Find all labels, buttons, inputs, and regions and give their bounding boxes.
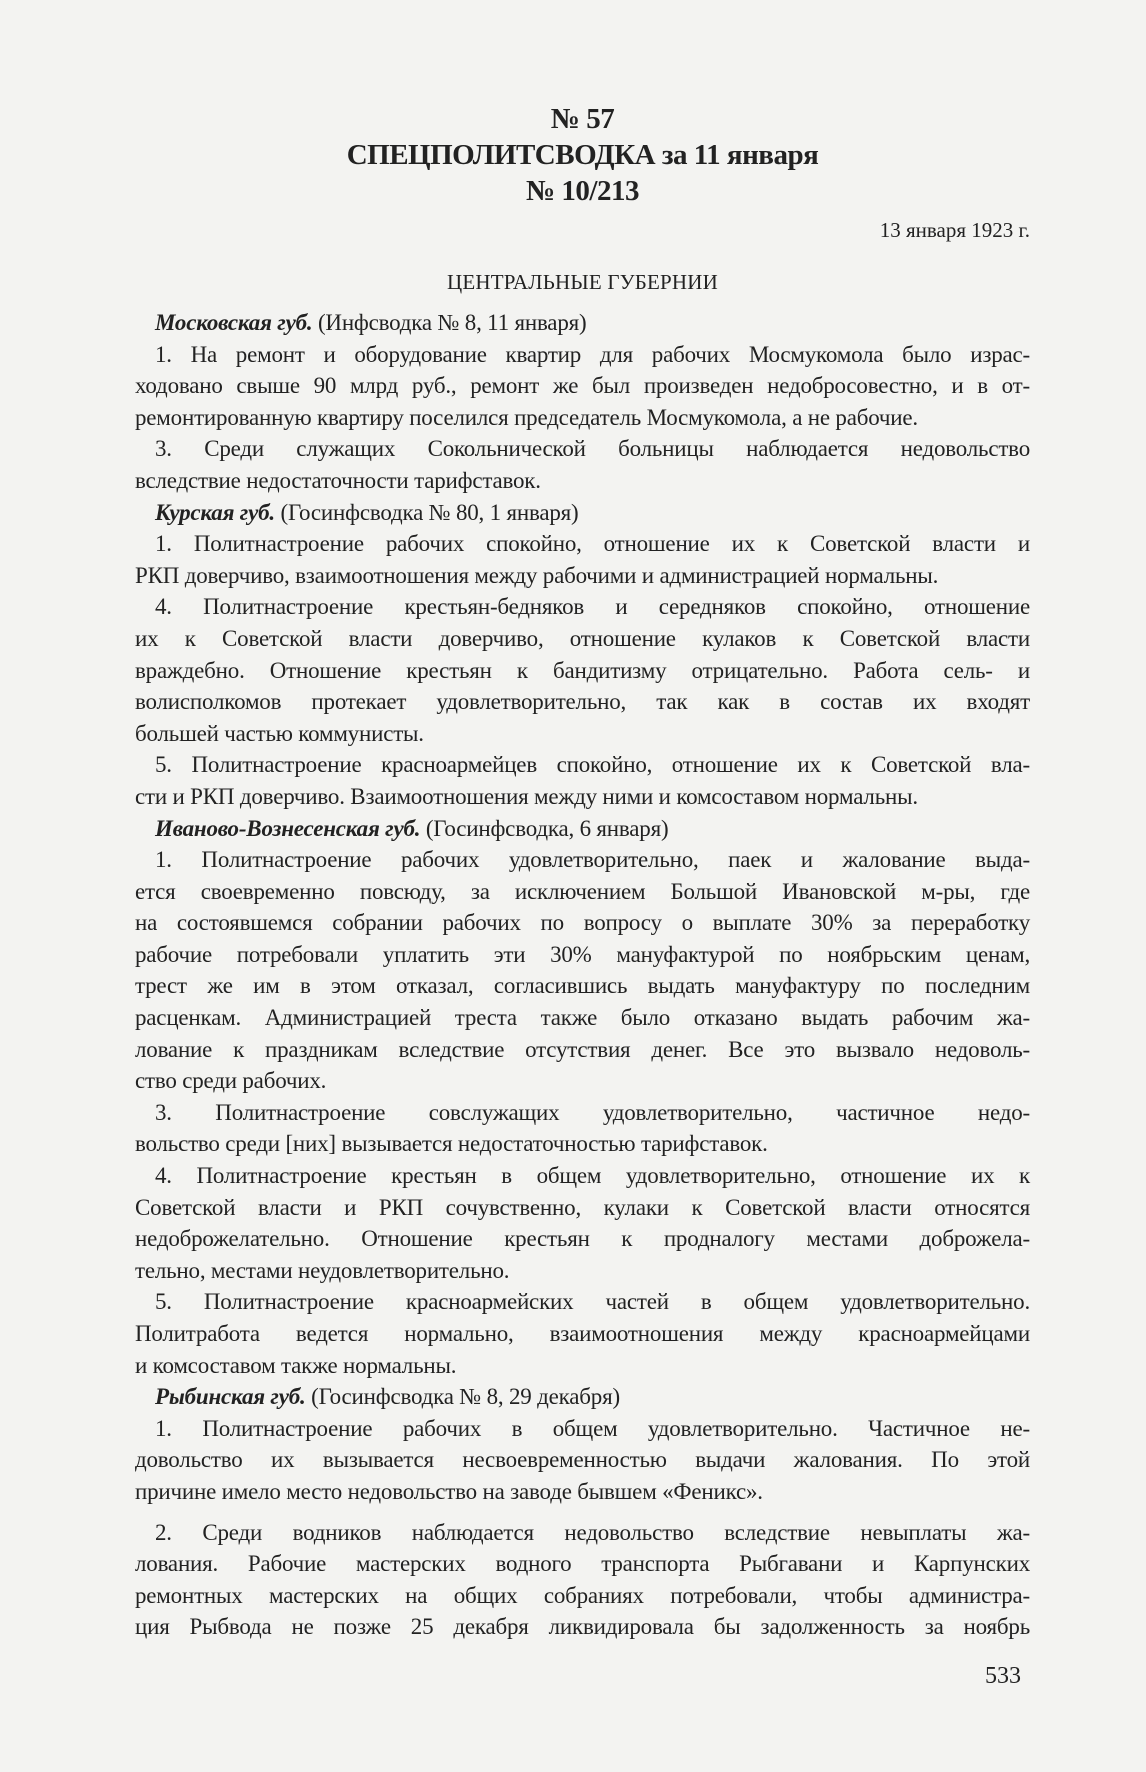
text-line — [135, 876, 1030, 908]
line-text: сти и РКП доверчиво. Взаимоотношения между ними и комсоставом нормальны. — [135, 783, 918, 809]
line-text: 5. Политнастроение красноармейцев спокойно, отношение их к Советской вла- — [155, 752, 1030, 778]
text-line — [135, 1350, 1030, 1382]
line-text: вольство среди [них] вызывается недостаточностью тарифставок. — [135, 1131, 768, 1157]
line-text: вследствие недостаточности тарифставок. — [135, 467, 541, 493]
line-text: Советской власти и РКП сочувственно, кулаки к Советской власти относятся — [135, 1194, 1030, 1220]
line-text: трест же им в этом отказал, согласившись выдать мануфактуру по последним — [135, 973, 1030, 999]
text-line — [135, 1160, 1030, 1192]
text-line — [135, 1548, 1030, 1580]
text-line — [135, 1318, 1030, 1350]
line-text: волисполкомов протекает удовлетворительно, так как в состав их входят — [135, 689, 1030, 715]
line-text: ремонтированную квартиру поселился председатель Мосмукомола, а не рабочие. — [135, 404, 918, 430]
line-text: 2. Среди водников наблюдается недовольство вследствие невыплаты жа- — [155, 1519, 1030, 1545]
line-text: на состоявшемся собрании рабочих по вопросу о выплате 30% за переработку — [135, 910, 1030, 936]
line-text: ходовано свыше 90 млрд руб., ремонт же был произведен недобросовестно, и в от- — [135, 373, 1030, 399]
text-line — [135, 939, 1030, 971]
line-text: тельно, местами неудовлетворительно. — [135, 1257, 510, 1283]
line-text: причине имело место недовольство на заводе бывшем «Феникс». — [135, 1478, 763, 1504]
text-line — [135, 1444, 1030, 1476]
text-line — [135, 433, 1030, 465]
region-heading — [135, 497, 1030, 529]
reference-number: № 10/213 — [526, 175, 639, 207]
text-line — [135, 1034, 1030, 1066]
line-text: (Госинфсводка, 6 января) — [420, 815, 669, 841]
region-name: Курская губ. — [155, 499, 275, 525]
text-line — [135, 1128, 1030, 1160]
region-name: Рыбинская губ. — [155, 1384, 306, 1410]
text-line — [135, 1065, 1030, 1097]
region-name: Иваново-Вознесенская губ. — [155, 815, 421, 841]
text-line — [135, 1002, 1030, 1034]
text-line — [135, 465, 1030, 497]
line-text: ется своевременно повсюду, за исключением Большой Ивановской м-ры, где — [135, 878, 1030, 904]
text-line — [135, 1517, 1030, 1549]
line-text: Политработа ведется нормально, взаимоотношения между красноармейцами — [135, 1321, 1030, 1346]
line-text: довольство их вызывается несвоевременностью выдачи жалования. По этой — [135, 1447, 1030, 1473]
line-text: 1. Политнастроение рабочих в общем удовлетворительно. Частичное не- — [155, 1415, 1030, 1441]
line-text: недоброжелательно. Отношение крестьян к продналогу местами доброжела- — [135, 1226, 1030, 1252]
line-text: 5. Политнастроение красноармейских частей в общем удовлетворительно. — [155, 1289, 1030, 1315]
line-text: лования. Рабочие мастерских водного транспорта Рыбгавани и Карпунских — [135, 1551, 1030, 1577]
text-line — [135, 623, 1030, 655]
document-date: 13 января 1923 г. — [879, 218, 1030, 242]
text-line — [135, 1476, 1030, 1508]
line-text: (Инфсводка № 8, 11 января) — [312, 310, 587, 335]
text-line — [135, 1255, 1030, 1287]
text-line — [135, 339, 1030, 371]
line-text: 1. Политнастроение рабочих удовлетворительно, паек и жалование выда- — [155, 847, 1030, 873]
text-line — [135, 528, 1030, 560]
text-line — [135, 1286, 1030, 1318]
text-line — [135, 1223, 1030, 1255]
page-number: 533 — [985, 1663, 1021, 1689]
region-name: Московская губ. — [155, 310, 313, 335]
text-line — [135, 1413, 1030, 1445]
line-text: расценкам. Администрацией треста также было отказано выдать рабочим жа- — [135, 1005, 1030, 1031]
document-body — [135, 307, 1030, 1643]
text-line — [135, 655, 1030, 687]
text-line — [135, 907, 1030, 939]
text-line — [135, 970, 1030, 1002]
line-text: 1. Политнастроение рабочих спокойно, отношение их к Советской власти и — [155, 531, 1030, 557]
line-text: (Госинфсводка № 80, 1 января) — [274, 499, 579, 525]
line-text: 3. Среди служащих Сокольнической больницы наблюдается недовольство — [155, 436, 1030, 462]
text-line — [135, 1580, 1030, 1612]
text-line — [135, 370, 1030, 402]
line-text: ция Рыбвода не позже 25 декабря ликвидировала бы задолженность за ноябрь — [135, 1614, 1030, 1640]
line-text: 4. Политнастроение крестьян-бедняков и середняков спокойно, отношение — [155, 594, 1030, 620]
line-text: и комсоставом также нормальны. — [135, 1352, 457, 1378]
line-text: враждебно. Отношение крестьян к бандитизму отрицательно. Работа сель- и — [135, 657, 1030, 683]
line-text: 1. На ремонт и оборудование квартир для рабочих Мосмукомола было израс- — [155, 341, 1030, 367]
section-heading: ЦЕНТРАЛЬНЫЕ ГУБЕРНИИ — [446, 270, 719, 294]
region-heading — [135, 813, 1030, 845]
document-number: № 57 — [550, 103, 615, 135]
line-text: лование к праздникам вследствие отсутствия денег. Все это вызвало недоволь- — [135, 1036, 1030, 1062]
line-text: ство среди рабочих. — [135, 1068, 327, 1094]
line-text: их к Советской власти доверчиво, отношение кулаков к Советской власти — [135, 625, 1030, 651]
line-text: (Госинфсводка № 8, 29 декабря) — [305, 1384, 620, 1410]
text-line — [135, 1611, 1030, 1643]
text-line — [135, 718, 1030, 750]
text-line — [135, 844, 1030, 876]
line-text: 4. Политнастроение крестьян в общем удовлетворительно, отношение их к — [155, 1163, 1030, 1189]
text-line — [135, 686, 1030, 718]
line-text: ремонтных мастерских на общих собраниях потребовали, чтобы администра- — [135, 1582, 1030, 1608]
line-text: 3. Политнастроение совслужащих удовлетворительно, частичное недо- — [155, 1099, 1030, 1125]
region-heading — [135, 307, 1030, 339]
line-text: рабочие потребовали уплатить эти 30% мануфактурой по ноябрьским ценам, — [135, 941, 1030, 967]
text-line — [135, 402, 1030, 434]
text-line — [135, 1097, 1030, 1129]
line-text: большей частью коммунисты. — [135, 720, 424, 746]
text-line — [135, 591, 1030, 623]
text-line — [135, 1192, 1030, 1224]
document-title: СПЕЦПОЛИТСВОДКА за 11 января — [346, 139, 819, 171]
region-heading — [135, 1381, 1030, 1413]
text-line — [135, 749, 1030, 781]
text-line — [135, 560, 1030, 592]
line-text: РКП доверчиво, взаимоотношения между рабочими и администрацией нормальны. — [135, 562, 939, 588]
text-line — [135, 781, 1030, 813]
